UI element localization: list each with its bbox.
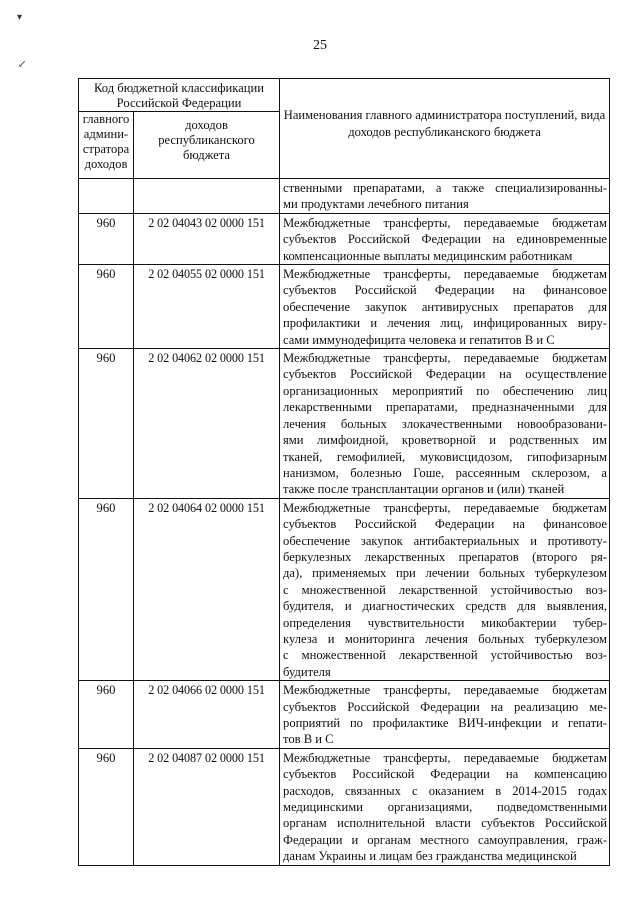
admin-code-cell: 960 [79,213,134,264]
header-code-column: доходов республиканского бюджета [134,112,280,179]
text-line: нанизмом, болезнью Гоше, рассеянным склерозом, а [283,465,608,480]
text-line: да), применяемых при лечении больных туберкулезом [283,566,608,581]
admin-code-cell: 960 [79,748,134,865]
header-name-column: Наименования главного администратора поступлений, вида доходов республиканского бюджета [280,79,610,179]
text-line: лечения больных злокачественными новообразовани- [283,416,608,431]
text-line: субъектов Российской Федерации на финансовое [283,517,608,532]
text-line: обеспечение закупок антивирусных препаратов для [283,299,608,314]
text-line: ственными препаратами, а также специализированны- [283,181,608,195]
header-admin-column: главного админи-стратора доходов [79,112,134,179]
header-group-title: Код бюджетной классификации Российской Федерации [79,79,280,112]
table-row [79,349,610,499]
text-line: Межбюджетные трансферты, передаваемые бюджетам [283,215,608,230]
text-line: тканей, гемофилией, муковисцидозом, гипофизарным [283,449,608,464]
description-cell [280,681,610,749]
text-line: беркулезных лекарственных препаратов (второго ря- [283,549,608,564]
text-line: Межбюджетные трансферты, передаваемые бюджетам [283,267,608,282]
page-number: 25 [313,38,327,53]
budget-code-table [78,78,610,866]
admin-code-cell: 960 [79,498,134,680]
text-line: роприятий по профилактике ВИЧ-инфекции и гепати- [283,716,608,730]
income-code-cell: 2 02 04043 02 0000 151 [134,213,280,264]
income-code-cell: 2 02 04087 02 0000 151 [134,748,280,865]
income-code-cell: 2 02 04064 02 0000 151 [134,498,280,680]
text-line: ями лимфоидной, кроветворной и родственных им [283,433,608,448]
income-code-cell: 2 02 04062 02 0000 151 [134,349,280,499]
text-line: будителя, и диагностических средств для выявления, [283,599,608,614]
income-code-cell: 2 02 04055 02 0000 151 [134,265,280,349]
text-line: сами иммунодефицита человека и гепатитов В и С [283,332,555,347]
text-line: компенсационные выплаты медицинским работникам [283,248,573,263]
text-line: профилактики и лечения лиц, инфицированных виру- [283,316,608,331]
text-line: лекарственными препаратами, предназначенными для [283,400,608,415]
continuation-text [280,179,610,214]
text-line: с множественной лекарственной устойчивостью воз- [283,582,608,597]
table-row [79,213,610,264]
income-code-cell: 2 02 04066 02 0000 151 [134,681,280,749]
table-row [79,748,610,865]
description-cell [280,349,610,499]
text-line: органам исполнительной власти субъектов Российской [283,816,608,831]
text-line: Межбюджетные трансферты, передаваемые бюджетам [283,683,608,698]
text-line: тов В и С [283,732,334,747]
description-cell [280,498,610,680]
text-line: будителя [283,664,331,679]
text-line: определения чувствительности микобактерии тубер- [283,615,608,630]
text-line: субъектов Российской Федерации на единовременные [283,232,608,247]
text-line: кулеза и мониторинга лечения больных туберкулезом [283,631,608,646]
text-line: Межбюджетные трансферты, передаваемые бюджетам [283,750,608,765]
text-line: субъектов Российской Федерации на компенсацию [283,767,608,782]
header-row [79,79,610,112]
scan-mark: ▾ [17,12,23,23]
text-line: организационных мероприятий по обеспечению лиц [283,383,608,398]
admin-code-cell: 960 [79,681,134,749]
description-cell [280,748,610,865]
table-row [79,498,610,680]
text-line: также после трансплантации органов и (или) тканей [283,482,565,497]
text-line: субъектов Российской Федерации на финансовое [283,283,608,298]
table-row [79,265,610,349]
admin-code-cell: 960 [79,265,134,349]
text-line: субъектов Российской Федерации на осуществление [283,367,608,382]
continuation-row [79,179,610,214]
description-cell [280,213,610,264]
text-line: с множественной лекарственной устойчивостью воз- [283,648,608,663]
text-line: расходов, связанных с оказанием в 2014-2015 годах [283,783,608,798]
description-cell [280,265,610,349]
text-line: Федерации и органам местного самоуправления, граж- [283,832,608,847]
admin-code-cell: 960 [79,349,134,499]
table-row [79,681,610,749]
text-line: Межбюджетные трансферты, передаваемые бюджетам [283,500,608,515]
text-line: ми продуктами лечебного питания [283,197,469,212]
text-line: данам Украины и лицам без гражданства медицинской [283,849,577,864]
text-line: медицинскими организациями, подведомственными [283,800,608,815]
text-line: субъектов Российской Федерации на реализацию ме- [283,699,608,714]
text-line: обеспечение закупок антибактериальных и противоту- [283,533,608,548]
text-line: Межбюджетные трансферты, передаваемые бюджетам [283,351,608,366]
scan-mark: ↙ [18,59,27,70]
